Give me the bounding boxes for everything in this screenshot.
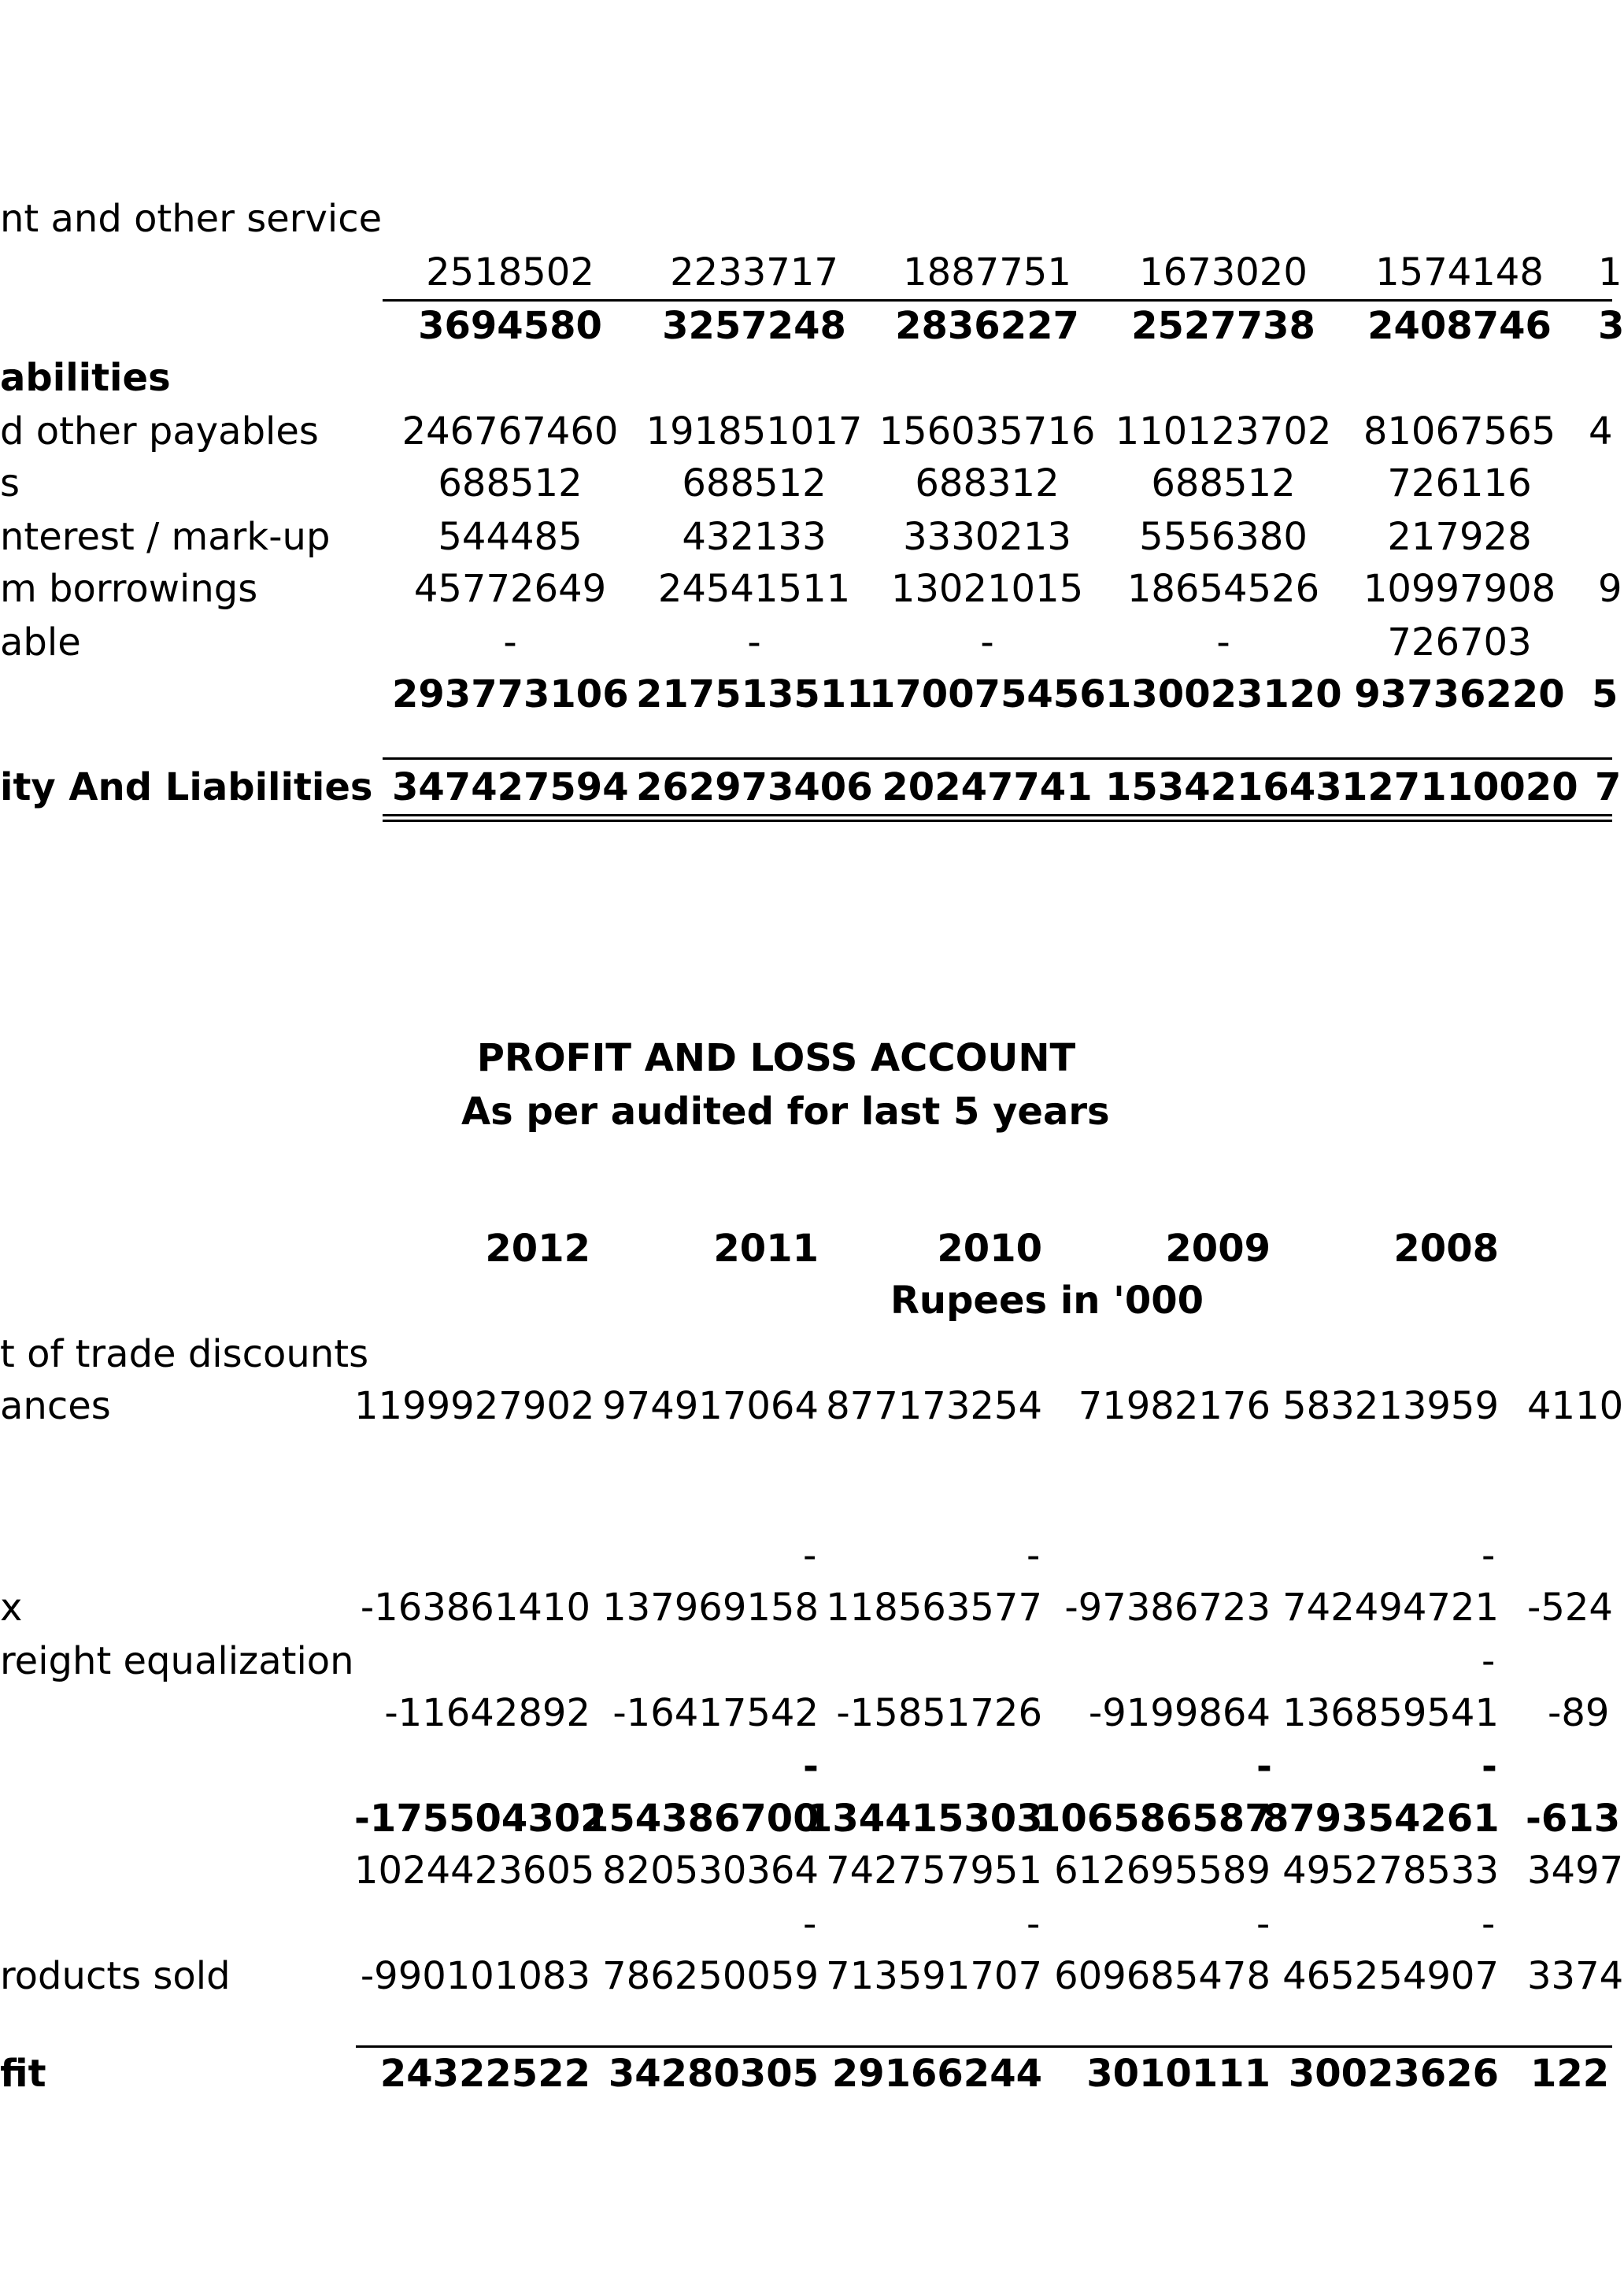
cell: 127110020 [1341, 765, 1578, 809]
year-header: 2012 [485, 1227, 590, 1271]
cell: 1024423605 [354, 1849, 595, 1893]
cell: 30023626 [1288, 2052, 1499, 2096]
cell: 3 [1598, 304, 1624, 348]
label-payables: d other payables [0, 409, 319, 453]
cell: 3010111 [1086, 2052, 1271, 2096]
dash: - [1482, 1639, 1496, 1683]
label-freight: reight equalization [0, 1639, 354, 1683]
cell: 10997908 [1363, 567, 1556, 611]
cell: -524 [1527, 1586, 1613, 1630]
cell: - [1482, 1745, 1497, 1789]
cell: 2527738 [1131, 304, 1315, 348]
cell: 3257248 [662, 304, 846, 348]
cell: 820530364 [602, 1849, 819, 1893]
cell: 93736220 [1354, 672, 1565, 716]
cell: 136859541 [1282, 1691, 1499, 1735]
cell: - [1216, 620, 1230, 664]
cell: 544485 [438, 515, 583, 559]
cell: 29166244 [831, 2052, 1042, 2096]
year-header: 2010 [937, 1227, 1042, 1271]
cell: 688312 [915, 461, 1060, 505]
units-label: Rupees in '000 [890, 1279, 1204, 1323]
cell: 9 [1598, 567, 1622, 611]
cell: 465254907 [1282, 1954, 1499, 1998]
cell: -175504302 [354, 1797, 607, 1841]
label-service-cost: nt and other service [0, 197, 383, 241]
cell: -11642892 [384, 1691, 590, 1735]
cell: 3694580 [418, 304, 602, 348]
label-borrowings: m borrowings [0, 567, 258, 611]
label-products-sold: roducts sold [0, 1954, 231, 1998]
cell: -163861410 [360, 1586, 590, 1630]
divider [356, 2045, 1612, 2048]
cell: -990101083 [360, 1954, 590, 1998]
cell: -613 [1526, 1797, 1621, 1841]
cell: 154386700 [583, 1797, 819, 1841]
cell: - [1027, 1902, 1041, 1946]
cell: 262973406 [636, 765, 873, 809]
cell: 726116 [1387, 461, 1532, 505]
cell: - [503, 620, 517, 664]
cell: 20247741 [882, 765, 1093, 809]
cell: 1 [1598, 250, 1622, 294]
cell: 137969158 [602, 1586, 819, 1630]
cell: 5556380 [1139, 515, 1308, 559]
cell: - [1256, 1745, 1272, 1789]
cell: -9199864 [1088, 1691, 1271, 1735]
cell: 217513511 [636, 672, 873, 716]
label-equity-liabilities: ity And Liabilities [0, 765, 373, 809]
cell: 170075456 [869, 672, 1106, 716]
cell: 153421643 [1105, 765, 1342, 809]
cell: - [1256, 1902, 1271, 1946]
cell: 293773106 [392, 672, 629, 716]
label-s: s [0, 461, 20, 505]
label-trade-discounts: t of trade discounts [0, 1332, 369, 1376]
cell: 18654526 [1126, 567, 1320, 611]
cell: - [803, 1745, 819, 1789]
label-x: x [0, 1586, 23, 1630]
year-header: 2011 [713, 1227, 819, 1271]
cell: 347427594 [392, 765, 629, 809]
divider [383, 299, 1612, 302]
label-able: able [0, 620, 81, 664]
cell: 24541511 [657, 567, 851, 611]
cell: 688512 [682, 461, 827, 505]
cell: 609685478 [1054, 1954, 1271, 1998]
cell: 1199927902 [354, 1384, 595, 1428]
cell: 34280305 [608, 2052, 819, 2096]
cell: 877173254 [826, 1384, 1042, 1428]
cell: 7 [1595, 765, 1622, 809]
cell: 3330213 [903, 515, 1071, 559]
cell: 786250059 [602, 1954, 819, 1998]
cell: 1574148 [1375, 250, 1544, 294]
cell: - [1027, 1534, 1041, 1578]
cell: 583213959 [1282, 1384, 1499, 1428]
cell: 45772649 [413, 567, 607, 611]
cell: 81067565 [1363, 409, 1556, 453]
double-underline [383, 814, 1612, 822]
cell: 612695589 [1054, 1849, 1271, 1893]
cell: - [803, 1534, 817, 1578]
year-header: 2008 [1393, 1227, 1499, 1271]
cell: 134415303 [806, 1797, 1043, 1841]
cell: - [1482, 1534, 1496, 1578]
cell: 130023120 [1105, 672, 1342, 716]
cell: 106586587 [1034, 1797, 1271, 1841]
cell: 13021015 [890, 567, 1084, 611]
cell: 1673020 [1139, 250, 1308, 294]
cell: 2408746 [1367, 304, 1552, 348]
cell: - [747, 620, 761, 664]
cell: -89 [1548, 1691, 1610, 1735]
cell: - [980, 620, 994, 664]
cell: 432133 [682, 515, 827, 559]
pl-title: PROFIT AND LOSS ACCOUNT [476, 1036, 1076, 1080]
cell: 742494721 [1282, 1586, 1499, 1630]
pl-subtitle: As per audited for last 5 years [461, 1090, 1110, 1134]
cell: -16417542 [612, 1691, 819, 1735]
cell: 2233717 [670, 250, 838, 294]
cell: 742757951 [826, 1849, 1042, 1893]
label-ances: ances [0, 1384, 111, 1428]
cell: 118563577 [826, 1586, 1042, 1630]
cell: - [803, 1902, 817, 1946]
cell: 122 [1530, 2052, 1610, 2096]
cell: 191851017 [646, 409, 863, 453]
cell: - [1482, 1902, 1496, 1946]
cell: 3497 [1527, 1849, 1624, 1893]
cell: 246767460 [401, 409, 619, 453]
cell: 2836227 [895, 304, 1079, 348]
cell: -15851726 [836, 1691, 1042, 1735]
cell: 5 [1592, 672, 1618, 716]
cell: 4 [1589, 409, 1613, 453]
cell: 726703 [1387, 620, 1532, 664]
cell: 974917064 [602, 1384, 819, 1428]
cell: 688512 [438, 461, 583, 505]
cell: 713591707 [826, 1954, 1042, 1998]
cell: 24322522 [379, 2052, 590, 2096]
cell: 71982176 [1078, 1384, 1271, 1428]
cell: 110123702 [1115, 409, 1332, 453]
label-interest: nterest / mark-up [0, 515, 331, 559]
cell: 1887751 [903, 250, 1071, 294]
cell: 156035716 [879, 409, 1096, 453]
divider [383, 757, 1612, 760]
cell: 2518502 [426, 250, 594, 294]
cell: 4110 [1527, 1384, 1624, 1428]
cell: 688512 [1151, 461, 1296, 505]
cell: 495278533 [1282, 1849, 1499, 1893]
cell: 3374 [1527, 1954, 1624, 1998]
label-liabilities: abilities [0, 356, 171, 400]
cell: -97386723 [1064, 1586, 1271, 1630]
cell: 217928 [1387, 515, 1532, 559]
cell: 879354261 [1263, 1797, 1500, 1841]
year-header: 2009 [1165, 1227, 1271, 1271]
label-profit: fit [0, 2052, 46, 2096]
